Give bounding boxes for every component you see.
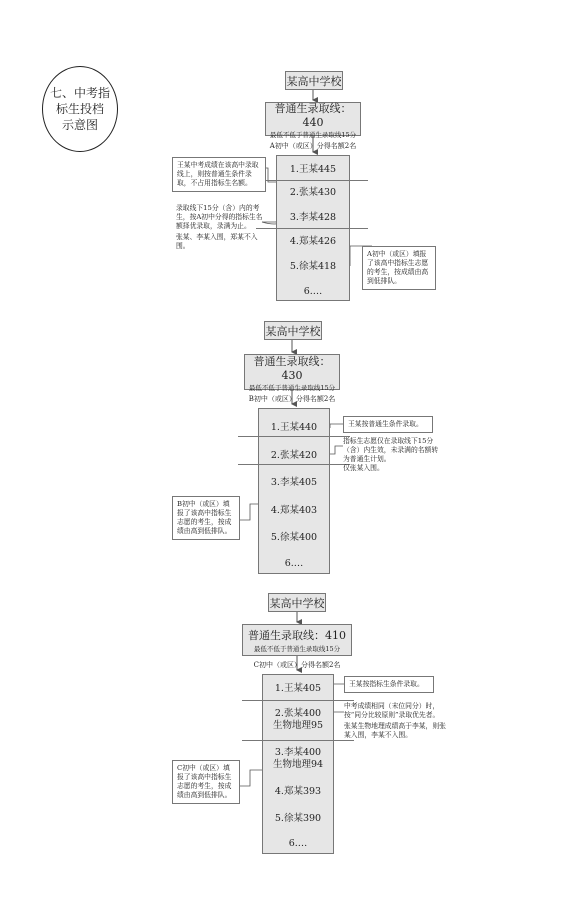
d1-school-label: 某高中学校 — [286, 74, 342, 88]
d3-separator-2 — [242, 740, 354, 741]
d3-item-6: 6.… — [288, 838, 308, 849]
d3-list — [262, 674, 334, 854]
d3-score-box — [242, 624, 352, 656]
d3-school-box — [268, 593, 326, 612]
d1-quota: A初中（或区）分得名额2名 — [269, 142, 357, 150]
d2-note-regular: 王某按普通生条件录取。 — [343, 416, 433, 433]
d2-score-line: 普通生录取线：430 — [253, 354, 331, 382]
d2-separator-1 — [238, 436, 350, 437]
title-line-3: 示意图 — [61, 118, 98, 132]
d3-school-label: 某高中学校 — [269, 596, 325, 610]
d2-note-queue: B初中（或区）填报了该高中指标生志愿的考生，按成绩由高到低排队。 — [172, 496, 240, 540]
d1-note-queue: A初中（或区）填报了该高中指标生志愿的考生，按成绩由高到低排队。 — [362, 246, 436, 290]
d2-quota: B初中（或区）分得名额2名 — [248, 395, 336, 403]
d3-item-2-sub: 生物地理95 — [272, 720, 324, 731]
d1-note-within-15-text: 录取线下15分（含）内的考生，按A初中分得的指标生名额择优录取，录满为止。 — [176, 204, 263, 230]
d2-item-1: 1.王某440 — [270, 422, 318, 433]
d1-score-line: 普通生录取线：440 — [274, 101, 352, 129]
d3-item-4: 4.郑某393 — [274, 786, 322, 797]
d3-score-line: 普通生录取线：410 — [248, 629, 346, 642]
d3-note-quota: 王某按指标生条件录取。 — [344, 676, 434, 693]
d3-score-note: 最低不低于普通生录取线15分 — [253, 645, 341, 653]
d2-item-4: 4.郑某403 — [270, 505, 318, 516]
d1-score-box — [265, 101, 361, 139]
d2-score-box — [244, 354, 340, 390]
d1-item-1: 1.王某445 — [289, 164, 337, 175]
d1-note-result: 张某、李某入围，郑某不入围。 — [176, 233, 258, 250]
d2-score-note: 最低不低于普通生录取线15分 — [248, 383, 336, 392]
d1-score-note: 最低不低于普通生录取线15分 — [269, 130, 357, 139]
d3-quota: C初中（或区）分得名额2名 — [253, 661, 341, 669]
d1-item-2: 2.张某430 — [289, 187, 337, 198]
d1-note-above-line: 王某中考成绩在该高中录取线上，则按普通生条件录取，不占用指标生名额。 — [172, 157, 266, 192]
d1-item-4: 4.郑某426 — [289, 236, 337, 247]
d1-school-box — [285, 71, 343, 90]
d3-note-result: 张某生物地理成绩高于李某，则张某入围，李某不入围。 — [344, 722, 446, 739]
d3-note-rule — [344, 702, 448, 740]
d2-list — [258, 408, 330, 574]
d1-item-5: 5.徐某418 — [289, 261, 337, 272]
d3-separator-1 — [242, 700, 354, 701]
d2-separator-2 — [238, 464, 350, 465]
d3-item-3-sub: 生物地理94 — [272, 759, 324, 770]
d3-item-5: 5.徐某390 — [274, 813, 322, 824]
title-line-2: 标生投档 — [55, 102, 104, 116]
d2-school-box — [264, 321, 322, 340]
d3-note-queue: C初中（或区）填报了该高中指标生志愿的考生，按成绩由高到低排队。 — [172, 760, 240, 804]
d3-note-rule-text: 中考成绩相同（末位同分）时，按“同分比较原则”录取优先者。 — [344, 702, 440, 719]
title-line-1: 七、中考指 — [49, 86, 110, 100]
d2-item-2: 2.张某420 — [270, 450, 318, 461]
d2-item-5: 5.徐某400 — [270, 532, 318, 543]
d2-item-6: 6.… — [284, 558, 304, 569]
d2-item-3: 3.李某405 — [270, 477, 318, 488]
d2-school-label: 某高中学校 — [265, 324, 321, 338]
d2-note-result: 仅张某入围。 — [343, 464, 384, 472]
d1-separator-1 — [256, 180, 368, 181]
d1-separator-2 — [256, 228, 368, 229]
diagram-title — [42, 66, 118, 152]
d1-item-3: 3.李某428 — [289, 212, 337, 223]
d3-item-3: 3.李某400 — [274, 747, 322, 758]
d3-item-1: 1.王某405 — [274, 683, 322, 694]
d2-note-rule — [343, 437, 439, 473]
d1-note-within-15 — [176, 204, 266, 251]
d1-item-6: 6.… — [303, 286, 323, 297]
d2-note-rule-text: 指标生志愿仅在录取线下15分（含）内生效，未录满的名额转为普通生计划。 — [343, 437, 439, 463]
d3-item-2: 2.张某400 — [274, 708, 322, 719]
